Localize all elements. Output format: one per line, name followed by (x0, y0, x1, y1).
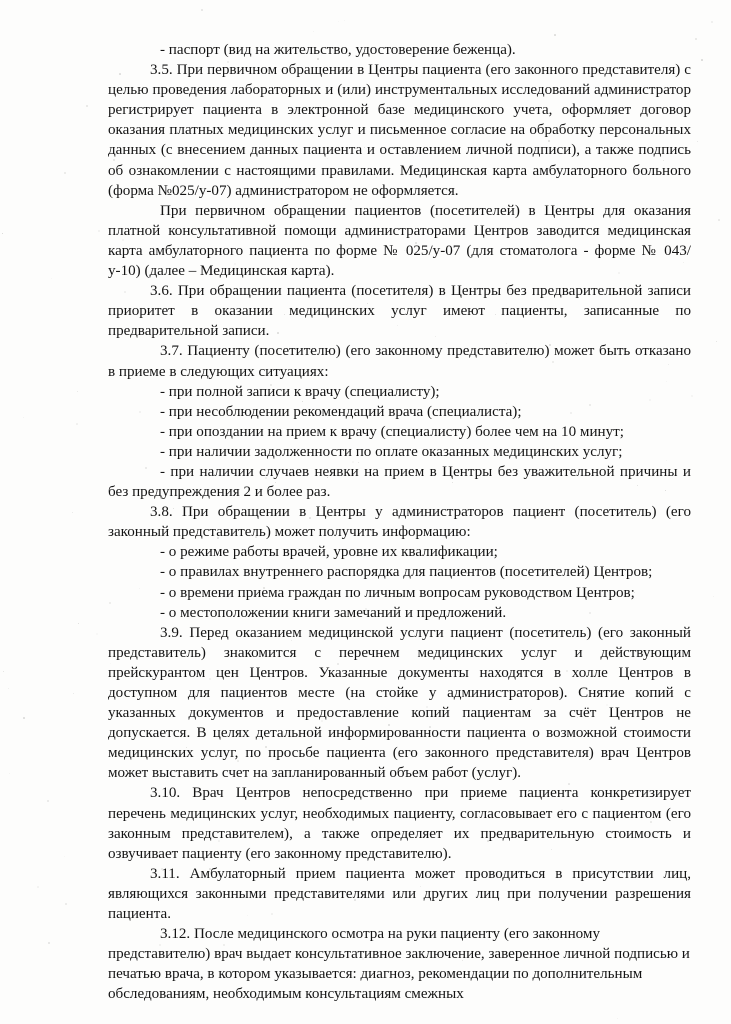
list-item: - о местоположении книги замечаний и предложений. (160, 604, 507, 621)
paragraph-3-11: 3.11. Амбулаторный прием пациента может проводиться в присутствии лиц, являющихся законными представителями или других лиц при получении разрешения пациента. (108, 865, 691, 923)
document-text-body (108, 40, 691, 1005)
paragraph-3-6: 3.6. При обращении пациента (посетителя) в Центры без предварительной записи приоритет в оказании медицинских услуг имеют пациенты, записанные по предварительной записи. (108, 283, 691, 340)
list-item: - о времени приема граждан по личным вопросам руководством Центров; (160, 584, 635, 601)
list-item: - при полной записи к врачу (специалисту); (160, 383, 440, 400)
paragraph-3-8: 3.8. При обращении в Центры у администраторов пациент (посетитель) (его законный представитель) может получить информацию: (108, 504, 691, 541)
list-item: - при опоздании на прием к врачу (специалисту) более чем на 10 минут; (160, 423, 624, 440)
paragraph-3-10: 3.10. Врач Центров непосредственно при приеме пациента конкретизирует перечень медицинских услуг, необходимых пациенту, согласовывает его с пациентом (его законным представителем), а также определяет их предварительную стоимость и озвучивает пациенту (его законному представителю). (108, 785, 691, 862)
paragraph-3-12: 3.12. После медицинского осмотра на руки пациенту (его законному представителю) врач выдает консультативное заключение, заверенное личной подписью и печатью врача, в котором указывается: диагноз, рекомендации по дополнительным обследованиям, необходимым консультациям смежных (108, 926, 690, 1003)
paragraph-3-9: 3.9. Перед оказанием медицинской услуги пациент (посетитель) (его законный представитель) знакомится с перечнем медицинских услуг и действующим прейскурантом цен Центров. Указанные документы находятся в холле Центров в доступном для пациентов месте (на стойке у администраторов). Снятие копий с указанных документов и предоставление копий пациентам за счёт Центров не допускается. В целях детальной информированности пациента о возможной стоимости медицинских услуг, по просьбе пациента (его законного представителя) врач Центров может выставить счет на запланированный объем работ (услуг). (108, 624, 691, 782)
list-item: - о правилах внутреннего распорядка для пациентов (посетителей) Центров; (160, 564, 653, 581)
list-item: - паспорт (вид на жительство, удостоверение беженца). (160, 42, 516, 58)
list-item: - о режиме работы врачей, уровне их квалификации; (160, 544, 498, 561)
paragraph-3-7: 3.7. Пациенту (посетителю) (его законному представителю) может быть отказано в приеме в следующих ситуациях: (108, 343, 691, 380)
list-item: - при несоблюдении рекомендаций врача (специалиста); (160, 403, 522, 420)
list-item: - при наличии задолженности по оплате оказанных медицинских услуг; (160, 443, 623, 460)
list-item: - при наличии случаев неявки на прием в Центры без уважительной причины и без предупреждения 2 и более раз. (108, 463, 691, 501)
paragraph-primary-visit: При первичном обращении пациентов (посетителей) в Центры для оказания платной консультативной помощи администраторами Центров заводится медицинская карта амбулаторного пациента по форме № 025/у-07 (для стоматолога - форме № 043/у-10) (далее – Медицинская карта). (108, 202, 691, 280)
paragraph-3-5: 3.5. При первичном обращении в Центры пациента (его законного представителя) с целью проведения лабораторных и (или) инструментальных исследований администратор регистрирует пациента в электронной базе медицинского учета, оформляет договор оказания платных медицинских услуг и письменное согласие на обработку персональных данных (с внесением данных пациента и оставлением личной подписи), а также подпись об ознакомлении с настоящими правилами. Медицинская карта амбулаторного больного (форма №025/у-07) администратором не оформляется. (108, 62, 691, 199)
